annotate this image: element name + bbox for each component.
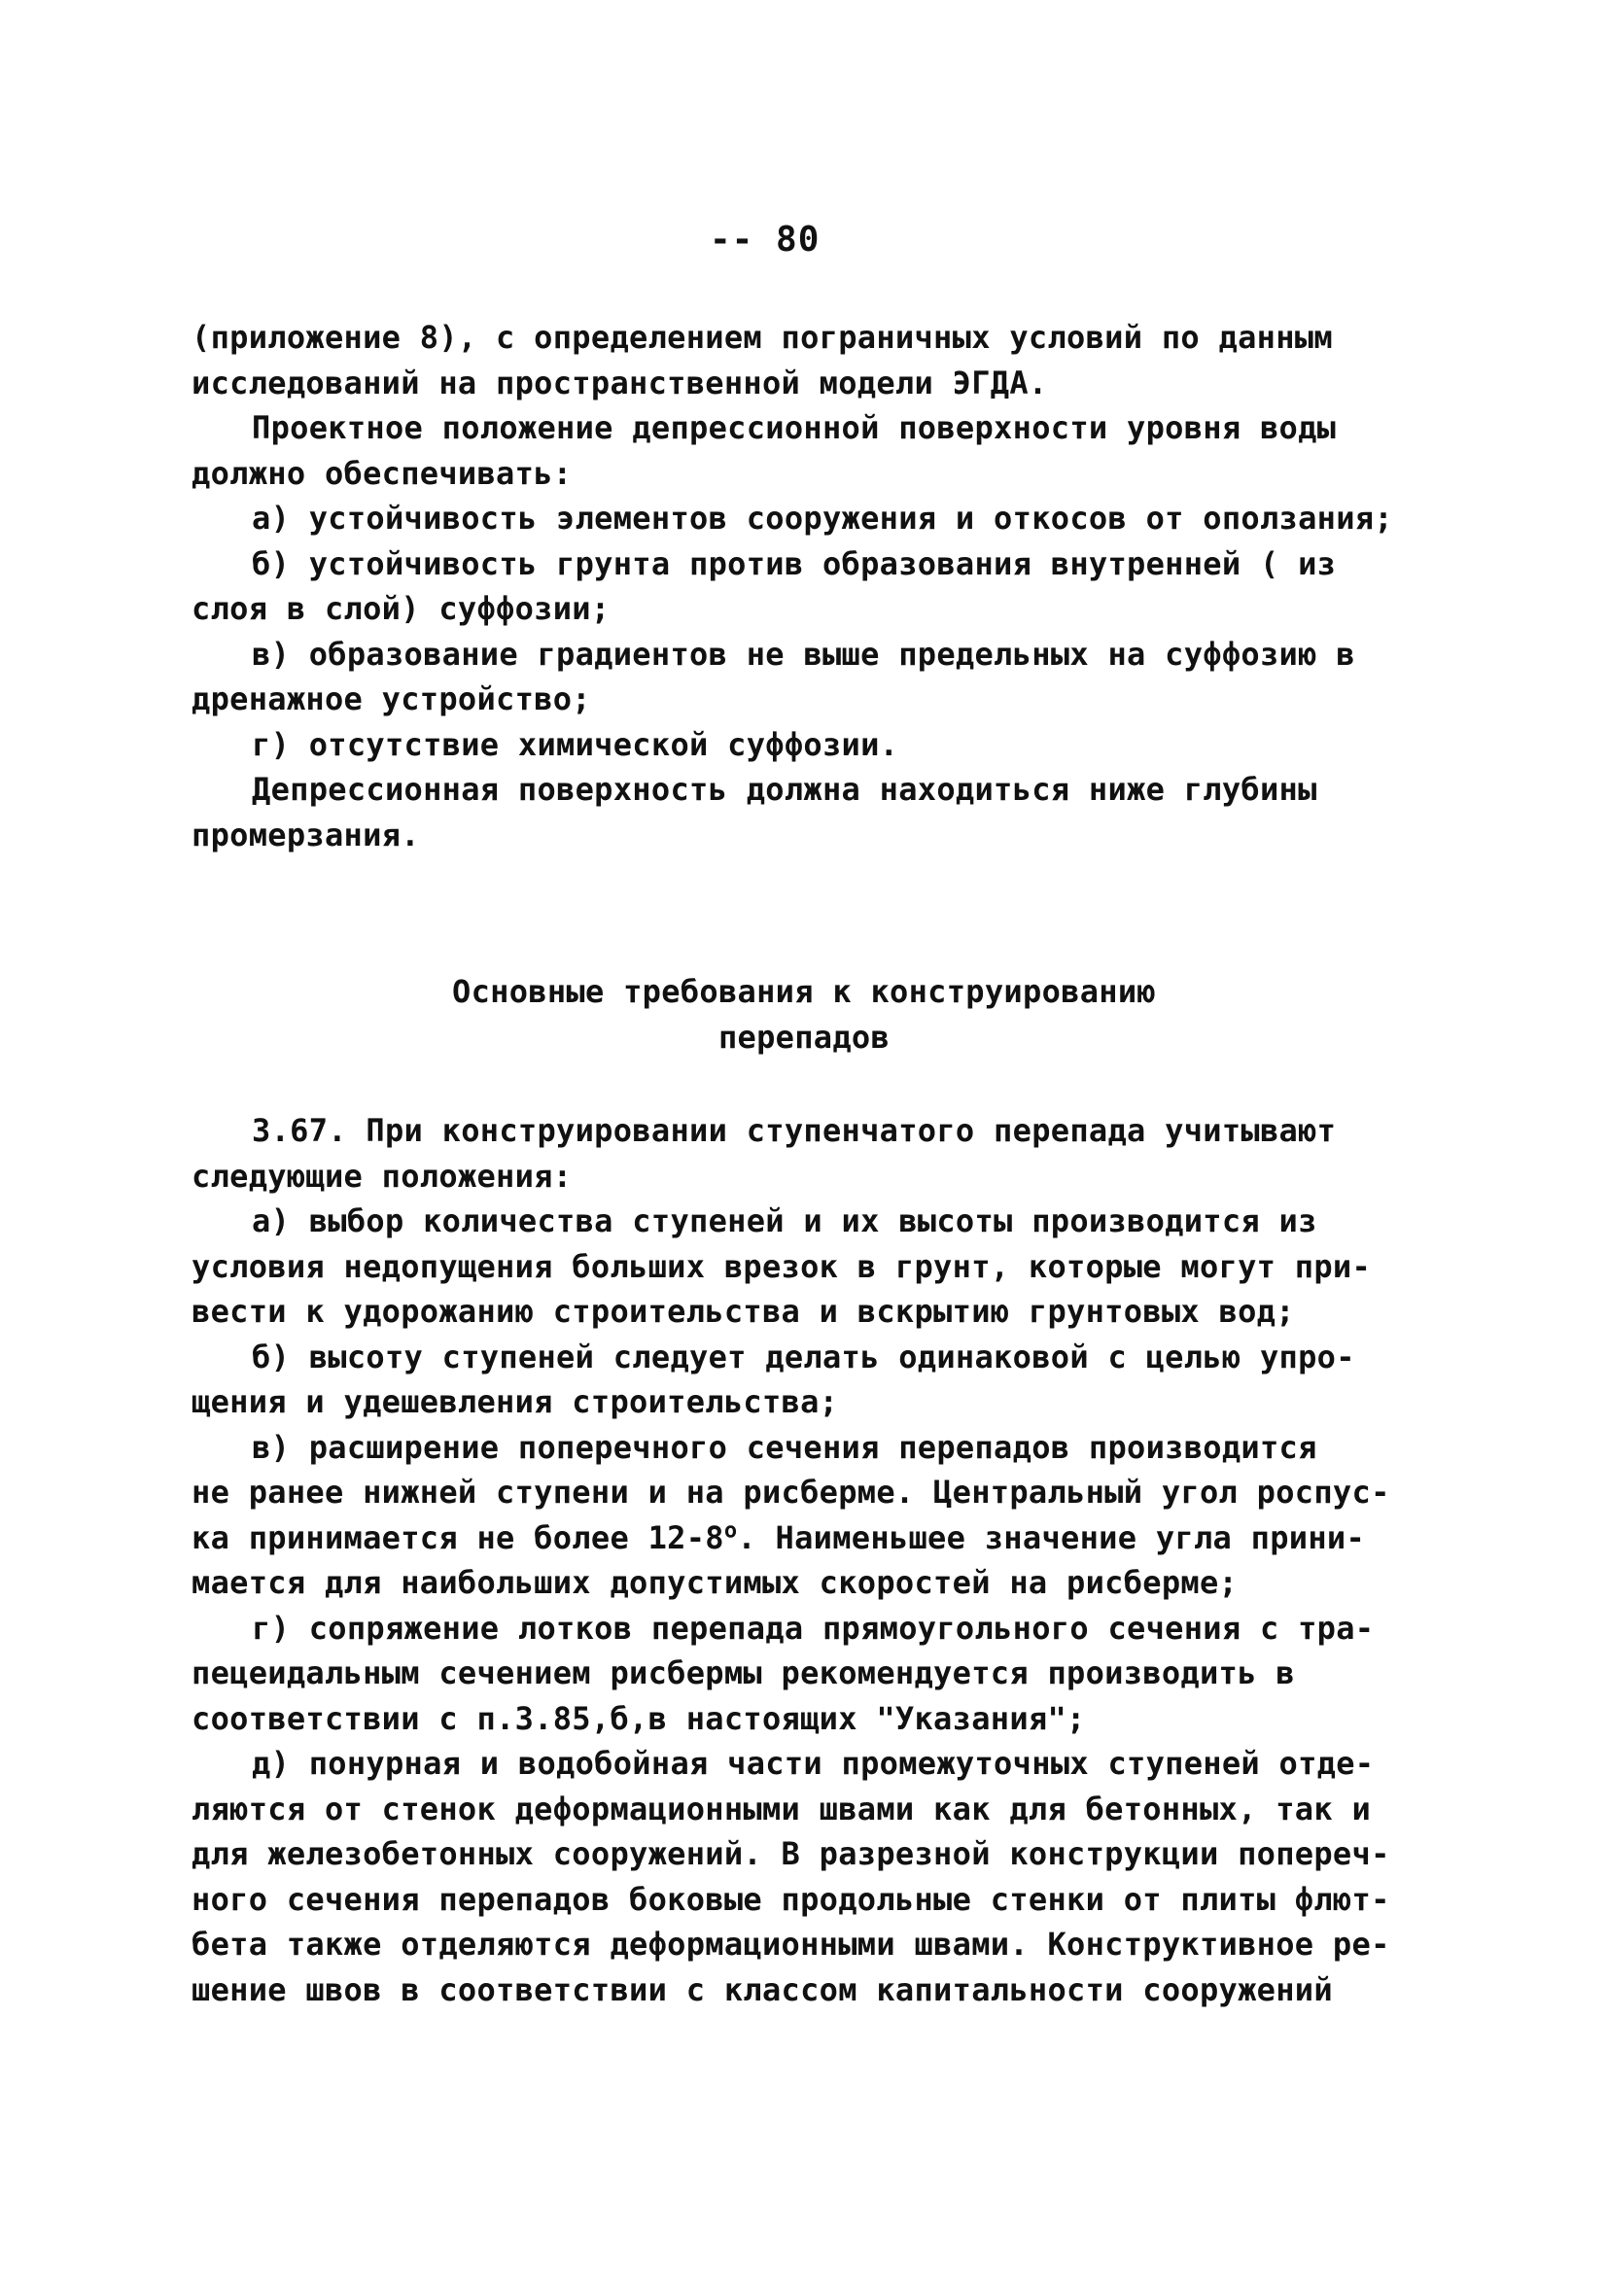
list-item-v: в) образование градиентов не выше предельных на суффозию в	[252, 635, 1355, 673]
text-line: бета также отделяются деформационными швами. Конструктивное ре-	[192, 1926, 1390, 1963]
text-line: Проектное положение депрессионной поверхности уровня воды	[252, 409, 1337, 446]
text-line: (приложение 8), с определением пограничных условий по данным	[192, 319, 1333, 356]
text-line: Депрессионная поверхность должна находиться ниже глубины	[252, 771, 1317, 808]
text-line: щения и удешевления строительства;	[192, 1383, 839, 1420]
text-line: промерзания.	[192, 816, 420, 853]
list-item-g: г) отсутствие химической суффозии.	[252, 725, 899, 763]
list-item-b: б) устойчивость грунта против образования внутренней ( из	[252, 544, 1337, 582]
text-line-with-superscript	[192, 1515, 1416, 1561]
section-heading	[0, 968, 1608, 1059]
text-line: ляются от стенок деформационными швами как для бетонных, так и	[192, 1790, 1372, 1827]
text-line: не ранее нижней ступени и на рисберме. Центральный угол роспус-	[192, 1474, 1390, 1511]
page-number: -- 80	[710, 220, 821, 260]
section-heading-line-1: Основные требования к конструированию	[452, 973, 1156, 1010]
text-line: слоя в слой) суффозии;	[192, 590, 611, 627]
text-line: исследований на пространственной модели ЭГДА.	[192, 364, 1048, 401]
text-line: условия недопущения больших врезок в грунт, которые могут при-	[192, 1247, 1372, 1285]
paragraph-block-top	[192, 315, 1416, 857]
text-line: шение швов в соответствии с классом капитальности сооружений	[192, 1970, 1333, 2008]
paragraph-block-bottom	[192, 1108, 1416, 2012]
clause-3-67-line: 3.67. При конструировании ступенчатого перепада учитывают	[252, 1112, 1337, 1149]
text-line: для железобетонных сооружений. В разрезной конструкции попереч-	[192, 1835, 1390, 1872]
text-line: ного сечения перепадов боковые продольные стенки от плиты флют-	[192, 1880, 1390, 1918]
text-line: соответствии с п.3.85,б,в настоящих "Указания";	[192, 1699, 1086, 1737]
list-item-a: а) устойчивость элементов сооружения и откосов от оползания;	[252, 500, 1393, 537]
text-line-part: . Наименьшее значение угла прини-	[737, 1518, 1366, 1556]
text-line: пецеидальным сечением рисбермы рекомендуется производить в	[192, 1654, 1295, 1691]
list-item-v: в) расширение поперечного сечения перепадов производится	[252, 1428, 1317, 1466]
list-item-d: д) понурная и водобойная части промежуточных ступеней отде-	[252, 1745, 1375, 1782]
text-line: дренажное устройство;	[192, 680, 591, 717]
text-line: следующие положения:	[192, 1157, 573, 1195]
text-line: мается для наибольших допустимых скоростей на рисберме;	[192, 1564, 1239, 1601]
list-item-a: а) выбор количества ступеней и их высоты производится из	[252, 1202, 1317, 1239]
section-heading-line-2: перепадов	[717, 1018, 891, 1056]
text-line: вести к удорожанию строительства и вскрытию грунтовых вод;	[192, 1293, 1295, 1330]
list-item-g: г) сопряжение лотков перепада прямоугольного сечения с тра-	[252, 1609, 1375, 1647]
text-line: должно обеспечивать:	[192, 454, 573, 492]
list-item-b: б) высоту ступеней следует делать одинаковой с целью упро-	[252, 1338, 1355, 1375]
degree-superscript: o	[723, 1517, 738, 1543]
text-line-part: ка принимается не более 12-8	[192, 1518, 724, 1556]
